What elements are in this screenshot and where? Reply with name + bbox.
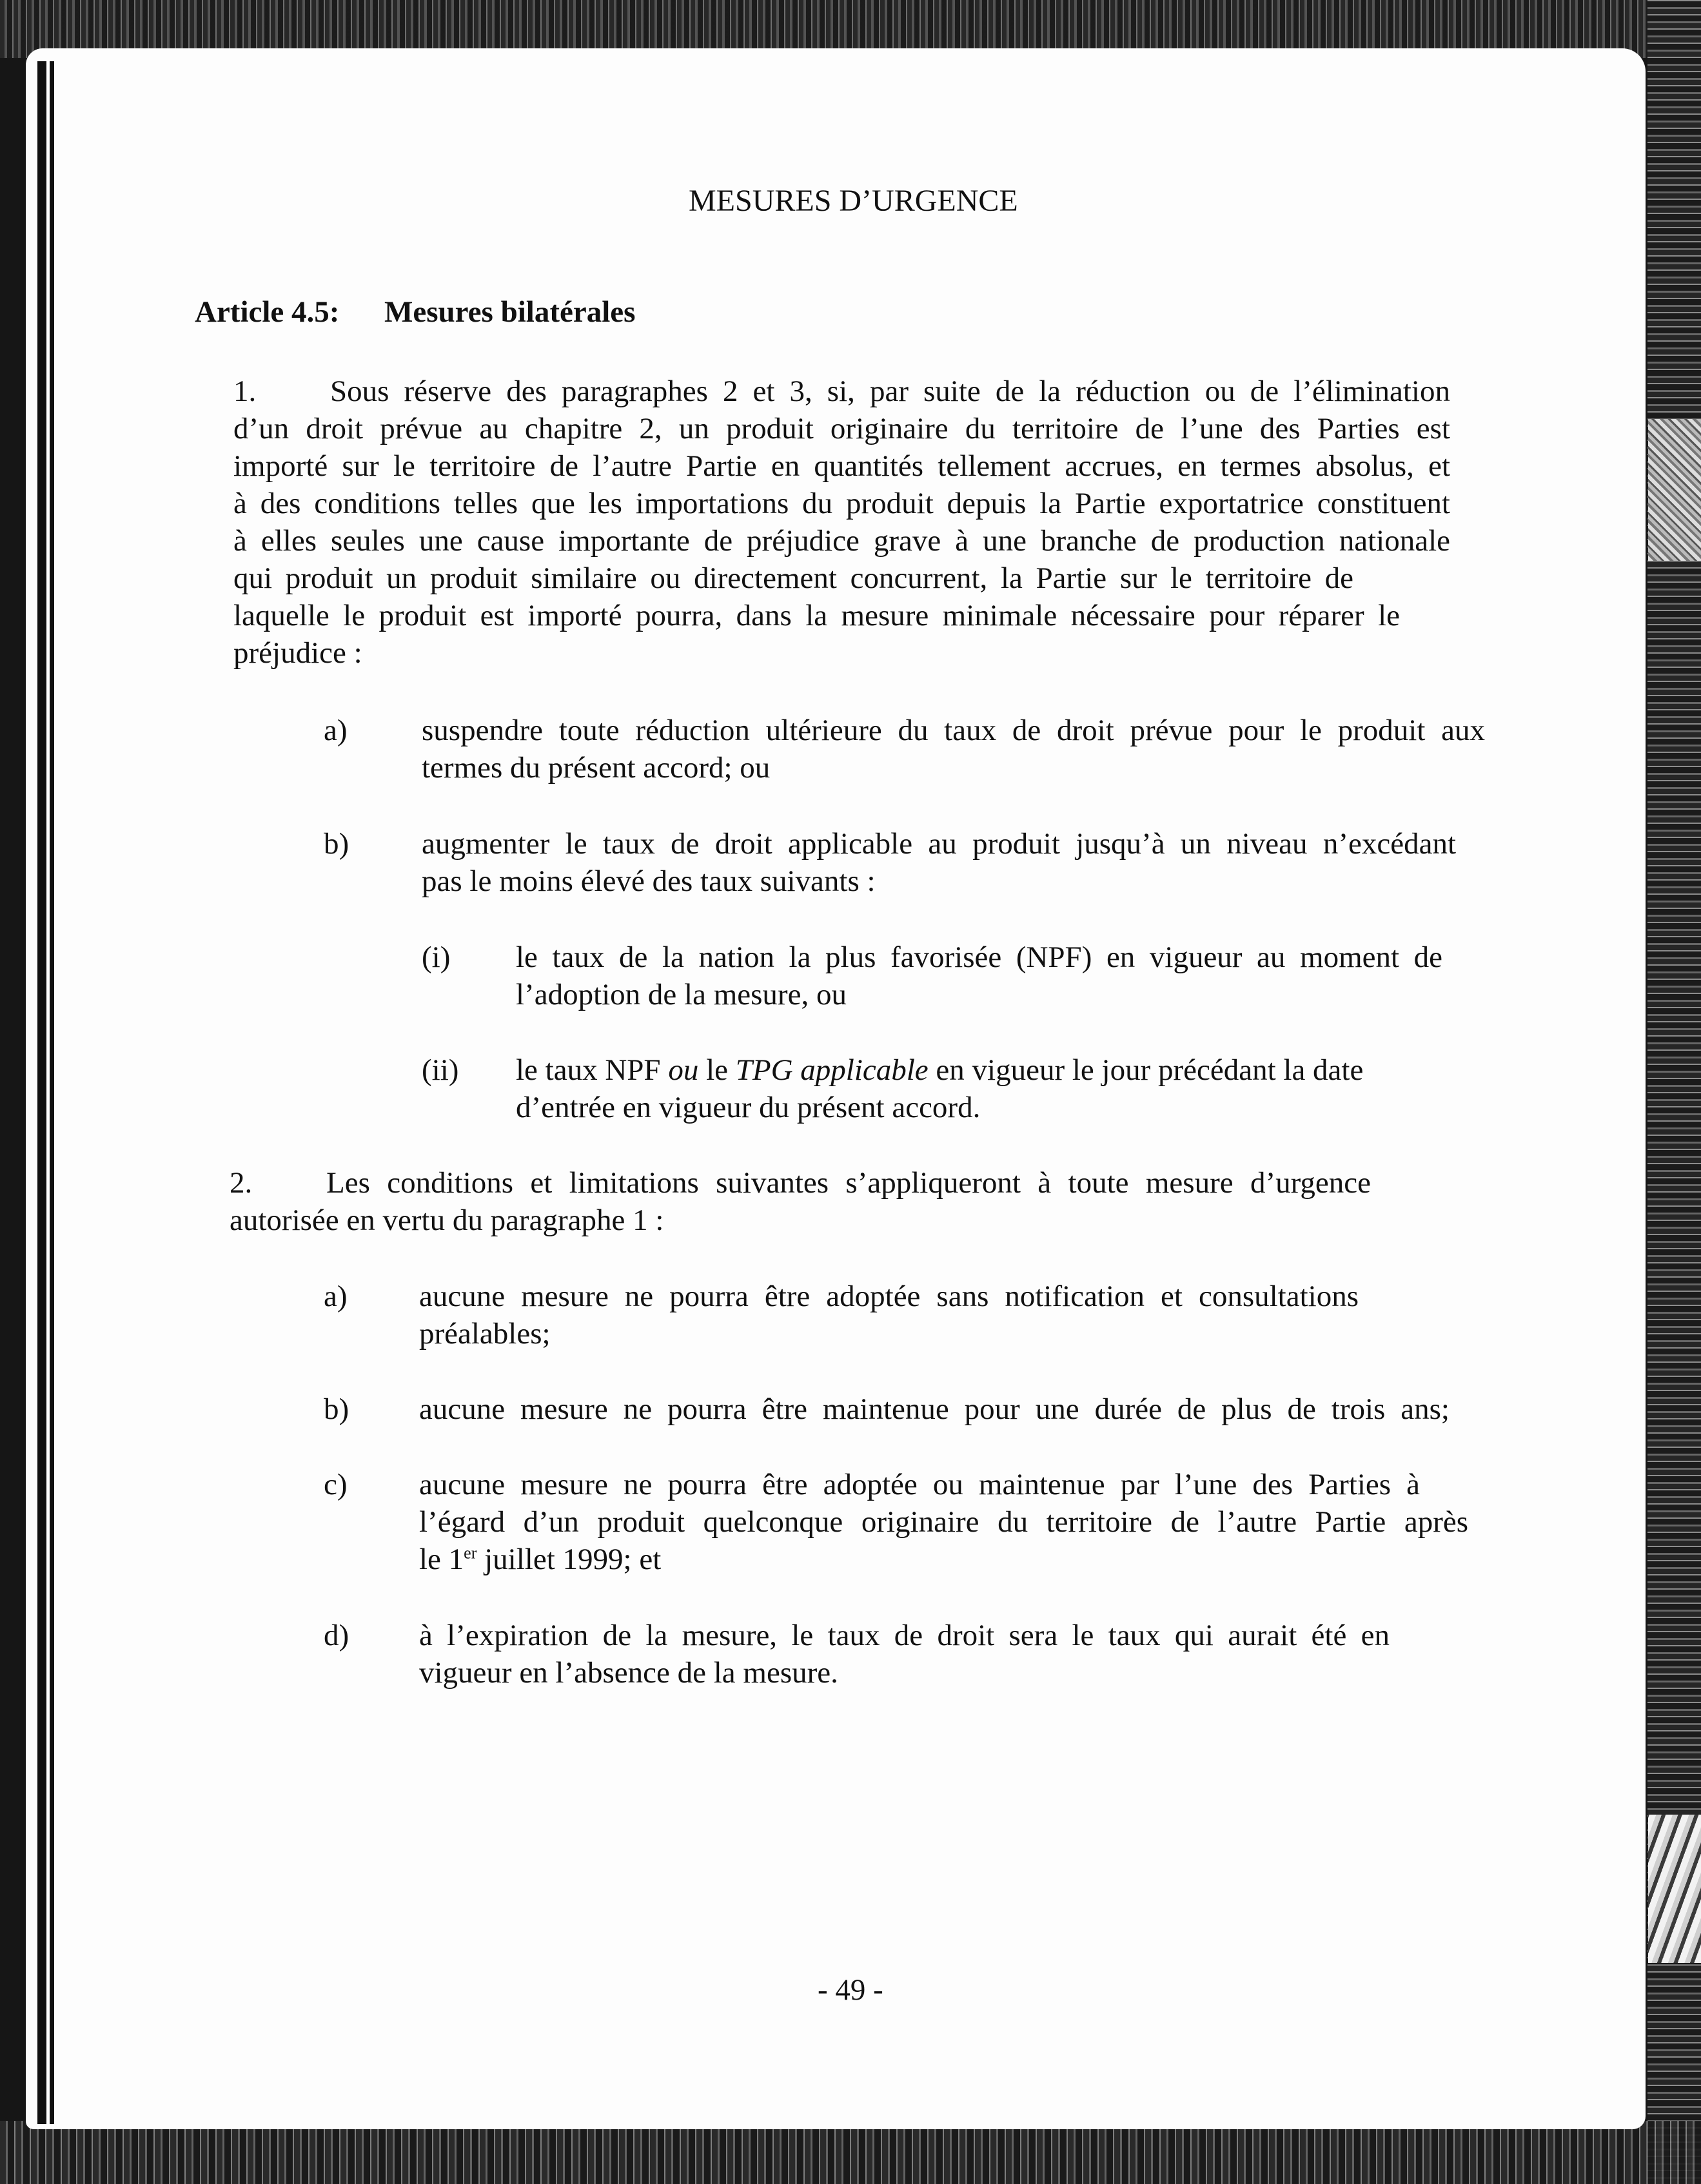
list-item-text: pas le moins élevé des taux suivants : [422,864,876,898]
list-item-text: l’égard d’un produit quelconque originaire du territoire de l’autre Partie après [419,1505,1468,1539]
list-item-text: termes du présent accord; ou [422,751,771,785]
superscript-er: er [464,1543,477,1563]
para1-number: 1. [233,375,257,408]
list-item-text: aucune mesure ne pourra être adoptée ou maintenue par l’une des Parties à [419,1468,1420,1501]
list-item-label: b) [324,827,349,861]
list-item-text: préalables; [419,1317,551,1350]
page-number: - 49 - [818,1973,883,2007]
para2-number: 2. [230,1166,253,1200]
sublist-item-text: d’entrée en vigueur du présent accord. [516,1091,981,1124]
list-item-text: aucune mesure ne pourra être adoptée sans notification et consultations [419,1280,1359,1313]
list-item-label: c) [324,1468,348,1501]
sublist-item-label: (ii) [422,1053,459,1087]
list-item-text: augmenter le taux de droit applicable au produit jusqu’à un niveau n’excédant [422,827,1456,861]
sublist-item-text: le taux NPF ou le TPG applicable en vigueur le jour précédant la date [516,1053,1364,1087]
para2-line: Les conditions et limitations suivantes s’appliqueront à toute mesure d’urgence [326,1166,1371,1200]
list-item-label: b) [324,1392,349,1426]
sublist-item-label: (i) [422,941,451,974]
scan-border-bottom [0,2121,1701,2184]
article-number: Article 4.5: [195,295,340,329]
list-item-text: suspendre toute réduction ultérieure du taux de droit prévue pour le produit aux [422,714,1485,747]
page-binding-edge [37,61,50,2124]
list-item-label: d) [324,1619,349,1652]
scan-tab-artifact-lower [1648,1815,1701,1963]
para1-line: à des conditions telles que les importations du produit depuis la Partie exportatrice constituent [233,487,1450,520]
para1-line: à elles seules une cause importante de préjudice grave à une branche de production nationale [233,524,1450,558]
para1-line: qui produit un produit similaire ou directement concurrent, la Partie sur le territoire de [233,561,1353,595]
sublist-item-text: l’adoption de la mesure, ou [516,978,847,1011]
list-item-text: à l’expiration de la mesure, le taux de droit sera le taux qui aurait été en [419,1619,1390,1652]
page-title: MESURES D’URGENCE [689,184,1018,218]
sublist-item-text: le taux de la nation la plus favorisée (NPF) en vigueur au moment de [516,941,1442,974]
scan-tab-artifact [1648,419,1701,561]
para1-line: laquelle le produit est importé pourra, dans la mesure minimale nécessaire pour réparer le [233,599,1400,632]
list-item-label: a) [324,714,348,747]
list-item-label: a) [324,1280,348,1313]
list-item-text: le 1er juillet 1999; et [419,1543,662,1576]
para1-line: Sous réserve des paragraphes 2 et 3, si, par suite de la réduction ou de l’élimination [330,375,1450,408]
list-item-text: aucune mesure ne pourra être maintenue pour une durée de plus de trois ans; [419,1392,1450,1426]
para2-line: autorisée en vertu du paragraphe 1 : [230,1204,664,1237]
emphasis-tpg: TPG applicable [735,1053,929,1087]
emphasis-ou: ou [668,1053,699,1087]
para1-line: d’un droit prévue au chapitre 2, un produit originaire du territoire de l’une des Parties est [233,412,1450,445]
list-item-text: vigueur en l’absence de la mesure. [419,1656,838,1690]
article-heading: Mesures bilatérales [384,295,636,329]
para1-line: importé sur le territoire de l’autre Partie en quantités tellement accrues, en termes absolus, et [233,449,1450,483]
para1-line: préjudice : [233,636,362,670]
